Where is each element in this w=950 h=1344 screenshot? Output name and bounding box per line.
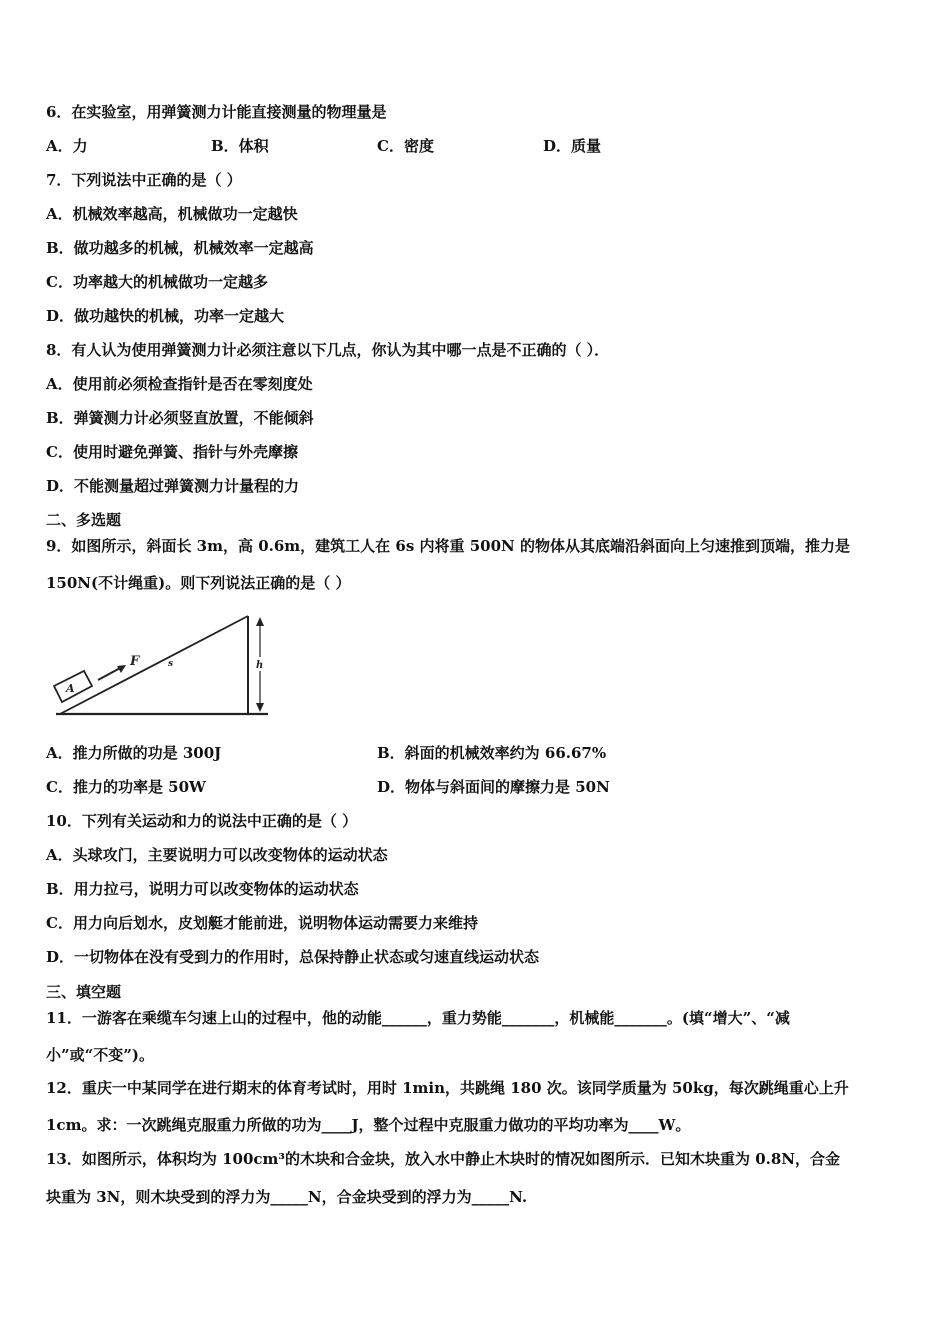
section-heading-multiple-choice: 二、多选题 [46, 511, 122, 529]
q8-option-b: B．弹簧测力计必须竖直放置，不能倾斜 [46, 409, 314, 427]
force-label: F [130, 654, 140, 669]
q9-option-b: B．斜面的机械效率约为 66.67% [377, 744, 607, 762]
q6-option-a: A．力 [46, 137, 88, 155]
q7-option-a: A．机械效率越高，机械做功一定越快 [46, 205, 298, 223]
q8-option-a: A．使用前必须检查指针是否在零刻度处 [46, 375, 313, 393]
block-label: A [66, 682, 75, 695]
q6-option-c: C．密度 [377, 137, 434, 155]
force-arrow-shaft [98, 667, 122, 680]
q10-option-a: A．头球攻门，主要说明力可以改变物体的运动状态 [46, 846, 388, 864]
q7-option-b: B．做功越多的机械，机械效率一定越高 [46, 239, 314, 257]
q8-stem: 8．有人认为使用弹簧测力计必须注意以下几点，你认为其中哪一点是不正确的（ ）． [46, 341, 610, 359]
height-arrow-top [256, 617, 264, 626]
incline-figure [46, 606, 271, 724]
q10-option-b: B．用力拉弓，说明力可以改变物体的运动状态 [46, 880, 359, 898]
q10-option-c: C．用力向后划水，皮划艇才能前进，说明物体运动需要力来维持 [46, 914, 478, 932]
q13-line2: 块重为 3N，则木块受到的浮力为_____N，合金块受到的浮力为_____N. [46, 1188, 528, 1206]
q6-option-b: B．体积 [211, 137, 269, 155]
q11-line1: 11．一游客在乘缆车匀速上山的过程中，他的动能______，重力势能_______，机械能_______。(填“增大”、“减 [46, 1009, 790, 1027]
q9-option-a: A．推力所做的功是 300J [46, 744, 222, 762]
incline-slope-line [60, 616, 248, 714]
q9-stem-line1: 9．如图所示，斜面长 3m，高 0.6m，建筑工人在 6s 内将重 500N 的物体从其底端沿斜面向上匀速推到顶端，推力是 [46, 537, 850, 555]
q7-option-d: D．做功越快的机械，功率一定越大 [46, 307, 285, 325]
q9-stem-line2: 150N(不计绳重)。则下列说法正确的是（ ） [46, 574, 351, 592]
q12-line2: 1cm。求：一次跳绳克服重力所做的功为____J，整个过程中克服重力做功的平均功率为____W。 [46, 1116, 691, 1134]
q10-stem: 10．下列有关运动和力的说法中正确的是（ ） [46, 812, 358, 830]
q8-option-c: C．使用时避免弹簧、指针与外壳摩擦 [46, 443, 298, 461]
height-label: h [256, 660, 264, 671]
q6-option-d: D．质量 [543, 137, 602, 155]
q9-option-c: C．推力的功率是 50W [46, 778, 206, 796]
section-heading-fill-in: 三、填空题 [46, 983, 122, 1001]
q6-stem: 6．在实验室，用弹簧测力计能直接测量的物理量是 [46, 103, 387, 121]
q13-line1: 13．如图所示，体积均为 100cm³的木块和合金块，放入水中静止木块时的情况如图所示．已知木块重为 0.8N，合金 [46, 1150, 841, 1168]
q12-line1: 12．重庆一中某同学在进行期末的体育考试时，用时 1min，共跳绳 180 次。该同学质量为 50kg，每次跳绳重心上升 [46, 1079, 849, 1097]
q9-option-d: D．物体与斜面间的摩擦力是 50N [377, 778, 610, 796]
q8-option-d: D．不能测量超过弹簧测力计量程的力 [46, 477, 300, 495]
height-arrow-bottom [256, 703, 264, 712]
slope-length-label: s [168, 659, 174, 669]
q7-stem: 7．下列说法中正确的是（ ） [46, 171, 242, 189]
q7-option-c: C．功率越大的机械做功一定越多 [46, 273, 268, 291]
q11-line2: 小”或“不变”)。 [46, 1046, 154, 1064]
q10-option-d: D．一切物体在没有受到力的作用时，总保持静止状态或匀速直线运动状态 [46, 948, 540, 966]
